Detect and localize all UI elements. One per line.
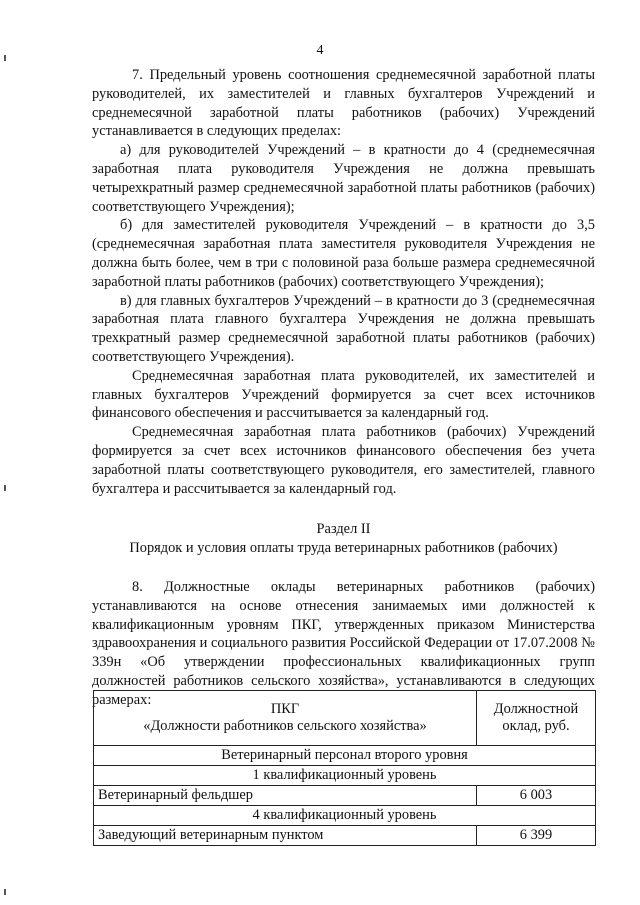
table-level-row [94, 806, 596, 826]
page-number: 4 [316, 43, 324, 58]
table-header-row [94, 691, 596, 746]
table-header-pkg [94, 691, 477, 746]
paragraph-7-d: Среднемесячная заработная плата руководителей, их заместителей и главных бухгалтеров Учреждений формируется за счет всех источников финансового обеспечения и рассчитывается за календарный год. [92, 367, 595, 422]
margin-mark [4, 889, 6, 895]
table-header-pkg-subtitle: «Должности работников сельского хозяйства» [143, 718, 427, 734]
table-group: Ветеринарный персонал второго уровня [94, 746, 596, 766]
document-body [92, 66, 595, 710]
table-row [94, 786, 596, 806]
paragraph-7-e: Среднемесячная заработная плата работников (рабочих) Учреждений формируется за счет всех источников финансового обеспечения без учета заработной платы соответствующего руководителя, его заместителей, главного бухгалтера и рассчитывается за календарный год. [92, 424, 595, 497]
table-cell-salary: 6 399 [477, 826, 596, 846]
paragraph-7-b: б) для заместителей руководителя Учреждений – в кратности до 3,5 (среднемесячная заработная плата заместителя руководителя Учреждения не должна быть более, чем в три с половиной раза больше размера среднемесячной заработной платы работников (рабочих) соответствующего Учреждения); [92, 217, 595, 290]
paragraph-7-intro: 7. Предельный уровень соотношения среднемесячной заработной платы руководителей, их заместителей и главных бухгалтеров Учреждений и среднемесячной заработной платы работников (рабочих) Учреждений устанавливается в следующих пределах: [92, 67, 595, 140]
table-header-salary: Должностной оклад, руб. [477, 691, 596, 746]
section-subtitle: Порядок и условия оплаты труда ветеринарных работников (рабочих) [129, 540, 558, 557]
margin-mark [4, 485, 6, 491]
table-level-4: 4 квалификационный уровень [94, 806, 596, 826]
table-cell-position: Ветеринарный фельдшер [94, 786, 477, 806]
table-row [94, 826, 596, 846]
table-group-row [94, 746, 596, 766]
table-header-pkg-title: ПКГ [270, 701, 300, 717]
paragraph-7-a: а) для руководителей Учреждений – в кратности до 4 (среднемесячная заработная плата руководителя Учреждения не должна превышать четырехкратный размер среднемесячной заработной платы работников (рабочих) соответствующего Учреждения); [92, 142, 595, 215]
paragraph-8: 8. Должностные оклады ветеринарных работников (рабочих) устанавливаются на основе отнесения занимаемых ими должностей к квалификационным уровням ПКГ, утвержденных приказом Министерства здравоохранения и социального развития Российской Федерации от 17.07.2008 № 339н «Об утверждении профессиональных квалификационных групп должностей работников сельского хозяйства», устанавливаются в следующих размерах: [92, 578, 595, 708]
paragraph-7-c: в) для главных бухгалтеров Учреждений – в кратности до 3 (среднемесячная заработная плата главного бухгалтера Учреждения не должна превышать трехкратный размер среднемесячной заработной платы работников (рабочих) соответствующего Учреждения). [92, 292, 595, 365]
table-level-row [94, 766, 596, 786]
table-level-1: 1 квалификационный уровень [94, 766, 596, 786]
section-title: Раздел II [316, 521, 371, 538]
table-cell-salary: 6 003 [477, 786, 596, 806]
salary-table [93, 690, 596, 846]
table-cell-position: Заведующий ветеринарным пунктом [94, 826, 477, 846]
